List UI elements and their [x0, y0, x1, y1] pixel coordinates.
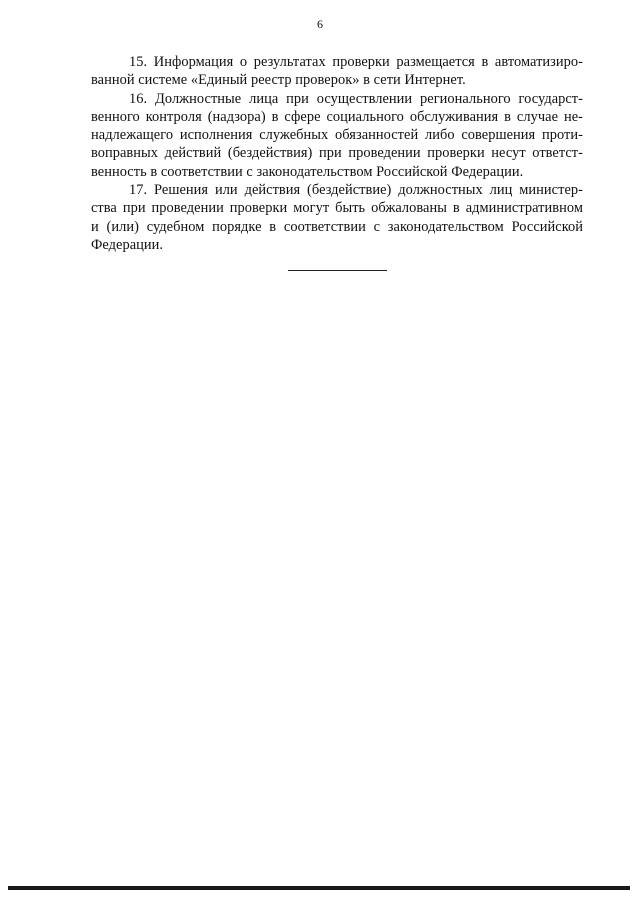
end-of-text-separator — [288, 270, 387, 271]
paragraph-line: венного контроля (надзора) в сфере социального обслуживания в случае не- — [91, 108, 583, 125]
page-number: 6 — [317, 17, 323, 31]
paragraph-line: 17. Решения или действия (бездействие) должностных лиц министер- — [129, 182, 583, 199]
paragraph-line: ства при проведении проверки могут быть обжалованы в административном — [91, 200, 583, 217]
paragraph-line: 15. Информация о результатах проверки размещается в автоматизиро- — [129, 54, 583, 70]
paragraph-line: Федерации. — [91, 236, 164, 253]
paragraph-line: воправных действий (бездействия) при проведении проверки несут ответст- — [91, 145, 583, 162]
document-body — [91, 53, 583, 254]
paragraph-line: венность в соответствии с законодательством Российской Федерации. — [91, 163, 524, 180]
paragraph-line: и (или) судебном порядке в соответствии с законодательством Российской — [91, 218, 583, 235]
paragraph-line: 16. Должностные лица при осуществлении регионального государст- — [129, 90, 583, 107]
paragraph-line: ванной системе «Единый реестр проверок» в сети Интернет. — [91, 72, 466, 89]
scan-bottom-border — [8, 886, 630, 890]
paragraph-17 — [91, 181, 583, 254]
paragraph-16 — [91, 90, 583, 181]
paragraph-line: надлежащего исполнения служебных обязанностей либо совершения проти- — [91, 127, 583, 144]
paragraph-15 — [91, 53, 583, 90]
